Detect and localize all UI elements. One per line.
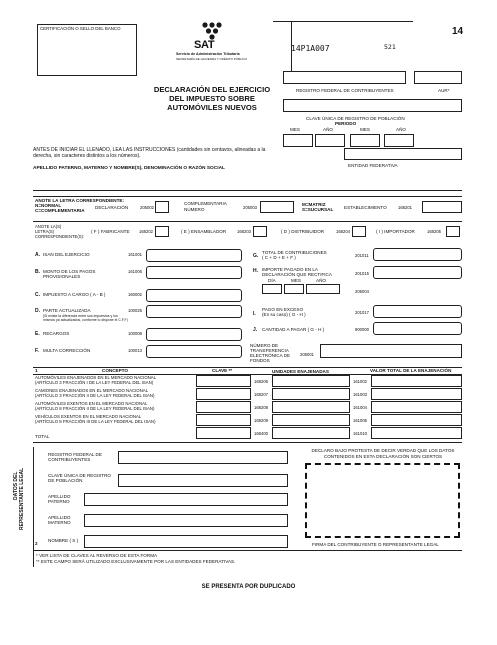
table-units-input[interactable] [272,375,350,387]
table-total-value-input[interactable] [371,427,462,439]
table-value-input[interactable] [371,388,462,400]
table-total-label: TOTAL [35,434,50,439]
left-row-letter: E. [35,331,40,337]
tipo-d: ( D ) DISTRIBUIDOR [281,229,325,234]
left-row-amount-input[interactable] [146,345,242,358]
tipo-i: ( I ) IMPORTADOR [376,229,415,234]
corresp-n: N=NORMAL [35,203,62,208]
tipo-f-input[interactable] [155,226,169,237]
i-label: PAGO EN EXCESO [262,307,304,312]
g-amount-input[interactable] [373,248,462,261]
complementaria-number-input[interactable] [260,201,294,213]
title-line3: AUTOMÓVILES NUEVOS [167,103,257,112]
entidad-label: ENTIDAD FEDERATIVA [348,163,398,168]
tipo-d-code: 168204 [336,229,350,234]
table-code1: 168208 [254,405,268,410]
table-code2: 161004 [353,405,367,410]
sat-logo-line2: SECRETARÍA DE HACIENDA Y CRÉDITO PÚBLICO [176,57,247,61]
h-label: IMPORTE PAGADO EN LA DECLARACIÓN QUE RECTIFICA [262,267,332,277]
tipo-i-code: 168205 [427,229,441,234]
curp-input[interactable] [283,99,462,112]
corresp-title: ANOTE LA LETRA CORRESPONDIENTE: [35,198,124,203]
sat-logo-line1: Servicio de Administración Tributaria [176,52,240,56]
j-code: 900000 [355,327,369,332]
periodo-ano2: AÑO [396,127,406,132]
left-row-amount-input[interactable] [146,249,242,262]
table-concept-l1: AUTOMÓVILES ENAJENADOS EN EL MERCADO NACIONAL [35,375,157,380]
table-code1: 168209 [254,418,268,423]
legal-bottom-rule [33,550,462,551]
legal-nombre-label: NOMBRE ( S ) [48,538,79,543]
periodo-ano1-input[interactable] [315,134,345,147]
table-concept-l2: (ARTÍCULO 8 FRACCIÓN II DE LA LEY FEDERAL DEL ISAN) [35,406,155,411]
left-row-code: 161001 [128,252,142,257]
legal-paterno-label: APELLIDO PATERNO [48,494,71,504]
left-row-label: IMPUESTO A CARGO ( A - B ) [43,292,106,297]
left-row-amount-input[interactable] [146,305,242,318]
transfer-code: 205001 [300,352,314,357]
tipo-f: ( F ) FABRICANTE [91,229,130,234]
left-row-amount-input[interactable] [146,328,242,341]
corresp-code3: 168201 [398,205,412,210]
left-row-code: 160002 [128,292,142,297]
section-rule-2 [33,221,462,222]
header-top-rule [273,21,413,22]
periodo-mes1: MES [290,127,300,132]
left-row-code: 100013 [128,348,142,353]
legal-rfc-label: REGISTRO FEDERAL DE CONTRIBUYENTES [48,452,102,462]
h-ano: AÑO [316,278,326,283]
left-row-label: MULTA CORRECCIÓN [43,348,91,353]
periodo-mes1-input[interactable] [283,134,313,147]
table-col-concepto: CONCEPTO [102,368,128,373]
left-row-letter: C. [35,292,40,298]
legal-side-label2: REPRESENTANTE LEGAL [19,467,25,530]
left-row-letter: B. [35,269,40,275]
legal-materno-label: APELLIDO MATERNO [48,515,71,525]
h-code: 201015 [355,271,369,276]
table-code1: 168206 [254,379,268,384]
left-row-code: 100008 [128,331,142,336]
i-code: 201017 [355,310,369,315]
note-2: ** ESTE CAMPO SERÁ UTILIZADO EXCLUSIVAMENTE POR LAS ENTIDADES FEDERATIVAS. [36,559,236,564]
corresp-estab: ESTABLECIMIENTO [344,205,387,210]
table-units-input[interactable] [272,401,350,413]
periodo-mes2: MES [360,127,370,132]
g-formula: ( C + D + E + F ) [262,255,296,260]
table-value-input[interactable] [371,375,462,387]
tipo-d-input[interactable] [352,226,366,237]
table-code2: 161005 [353,418,367,423]
g-letter: G. [253,253,259,259]
rfc-label: REGISTRO FEDERAL DE CONTRIBUYENTES [296,88,394,93]
tipo-i-input[interactable] [446,226,460,237]
instructions-text: ANTES DE INICIAR EL LLENADO, LEA LAS INSTRUCCIONES (cantidades sin centavos, alineadas a la derecha, sin caracteres distintos a los números). [33,147,266,159]
table-total-clave-input[interactable] [196,427,251,439]
bank-stamp-box [37,24,137,76]
h-dia-input[interactable] [262,284,282,294]
periodo-mes2-input[interactable] [350,134,380,147]
tipo-label3: CORRESPONDIENTE(S): [35,234,85,239]
name-label: APELLIDO PATERNO, MATERNO Y NOMBRE(S), DENOMINACIÓN O RAZÓN SOCIAL [33,166,225,171]
corresp-declaracion: DECLARACIÓN [95,205,129,210]
h-mes-input[interactable] [284,284,304,294]
table-total-units-input[interactable] [272,427,350,439]
table-code2: 161003 [353,392,367,397]
corresp-complementaria: COMPLEMENTARIA [184,201,227,206]
sat-logo-name: SAT [194,39,215,51]
table-clave-input[interactable] [196,401,251,413]
corresp-code1: 205002 [140,205,154,210]
tipo-label2: LETRA(S) [35,229,55,234]
legal-section-num: 2 [35,541,38,546]
table-concept-l1: AUTOMÓVILES EXENTOS EN EL MERCADO NACIONAL [35,401,148,406]
title-line1: DECLARACIÓN DEL EJERCICIO [153,85,271,94]
left-row-sub: (Si existe la diferencia entre sus impuestos y los mismos ya actualizados, conforme lo dispone el C.F.F) [43,314,128,322]
corresp-code2: 205003 [243,205,257,210]
table-units-input[interactable] [272,388,350,400]
left-row-amount-input[interactable] [146,289,242,302]
left-row-label: PARTE ACTUALIZADA [43,308,91,313]
periodo-ano2-input[interactable] [384,134,414,147]
tipo-e-input[interactable] [253,226,267,237]
left-row-letter: D. [35,308,40,314]
h-letter: H. [253,268,258,274]
title-line2: DEL IMPUESTO SOBRE [169,94,255,103]
left-row-label: MONTO DE LOS PAGOS PROVISIONALES [43,269,96,279]
footer-text: SE PRESENTA POR DUPLICADO [201,584,296,590]
establecimiento-input[interactable] [422,201,462,213]
note-1: * VER LISTA DE CLAVES AL REVERSO DE ESTA FORMA [36,553,158,558]
form-code: 14P1A007 [291,44,330,53]
table-clave-input[interactable] [196,375,251,387]
table-col-clave: CLAVE ** [212,368,233,373]
table-total-code1: 168400 [254,431,268,436]
entidad-input[interactable] [344,148,462,160]
h-dia: DÍA [268,278,276,283]
left-row-letter: F. [35,348,39,354]
i-formula: (En su caso) ( G - H ) [262,312,306,317]
rfc-input[interactable] [283,71,406,84]
table-col-unidades: UNIDADES ENAJENADAS [272,369,329,374]
left-row-code: 161006 [128,269,142,274]
corresp-c: C=COMPLEMENTARIA [35,208,85,213]
legal-rfc-input[interactable] [118,451,288,464]
table-code1: 168207 [254,392,268,397]
table-total-code2: 161010 [353,431,367,436]
table-concept-l2: (ARTÍCULO 8 FRACCIÓN III DE LA LEY FEDERAL DEL ISAN) [35,419,156,424]
left-row-amount-input[interactable] [146,266,242,279]
table-units-input[interactable] [272,414,350,426]
corresp-numero: NÚMERO [184,207,205,212]
legal-side-divider [33,447,34,567]
table-concept-l1: VEHÍCULOS EXENTOS EN EL MERCADO NACIONAL [35,414,142,419]
table-value-input[interactable] [371,401,462,413]
section-rule-1 [33,196,462,197]
name-input[interactable] [33,175,462,191]
table-section-num: 1 [35,368,38,373]
tipo-e-code: 168203 [237,229,251,234]
table-concept-l2: (ARTÍCULO 3 FRACCIÓN I DE LA LEY FEDERAL DEL ISAN) [35,380,154,385]
periodo-ano1: AÑO [323,127,333,132]
table-code2: 161002 [353,379,367,384]
legal-nombre-input[interactable] [84,535,288,548]
j-label: CANTIDAD A PAGAR ( G - H ) [262,327,325,332]
legal-curp-label: CLAVE ÚNICA DE REGISTRO DE POBLACIÓN [48,473,111,483]
corresp-m: M=MATRIZ [302,202,326,207]
corresp-s: S=SUCURSAL [302,207,334,212]
curp-label: CLAVE ÚNICA DE REGISTRO DE POBLACIÓN [306,116,405,121]
h-amount-input[interactable] [373,266,462,279]
i-amount-input[interactable] [373,305,462,318]
table-concept-l2: (ARTÍCULO 3 FRACCIÓN II DE LA LEY FEDERAL DEL ISAN) [35,393,155,398]
bank-stamp-label: CERTIFICACIÓN O SELLO DEL BANCO [40,26,121,31]
aur-label: AUR* [438,88,450,93]
left-row-letter: A. [35,252,40,258]
table-value-input[interactable] [371,414,462,426]
g-code: 201011 [355,253,369,258]
tipo-label1: ANOTE LA(S) [35,224,62,229]
declaro-text: DECLARO BAJO PROTESTA DE DECIR VERDAD QUE LOS DATOS CONTENIDOS EN ESTA DECLARACIÓN SON CIERTOS [311,448,455,459]
legal-paterno-input[interactable] [84,493,288,506]
left-row-label: RECARGOS [43,331,70,336]
legal-materno-input[interactable] [84,514,288,527]
form-code-2: 521 [384,43,396,51]
table-clave-input[interactable] [196,388,251,400]
h-ano-input[interactable] [306,284,340,294]
left-row-code: 100025 [128,308,142,313]
i-letter: I. [253,311,256,317]
transfer-label: NÚMERO DE TRANSFERENCIA ELECTRÓNICA DE FONDOS [250,343,291,363]
tipo-f-code: 168202 [139,229,153,234]
firma-label: FIRMA DEL CONTRIBUYENTE O REPRESENTANTE LEGAL [312,542,439,547]
h-mes: MES [291,278,301,283]
aur-input[interactable] [414,71,462,84]
legal-curp-input[interactable] [118,474,288,487]
table-concept-l1: CAMIONES ENAJENADOS EN EL MERCADO NACIONAL [35,388,149,393]
j-amount-input[interactable] [373,322,462,335]
g-label: TOTAL DE CONTRIBUCIONES [262,250,327,255]
table-bottom-rule [33,442,462,443]
left-row-label: ISAN DEL EJERCICIO [43,252,90,257]
j-letter: J. [253,327,258,333]
legal-side-label1: DATOS DEL [13,471,19,500]
signature-box[interactable] [305,463,460,538]
table-clave-input[interactable] [196,414,251,426]
declaracion-type-input[interactable] [155,201,169,213]
tipo-e: ( E ) ENSAMBLADOR [181,229,227,234]
h-code2: 205004 [355,289,369,294]
page-number: 14 [452,26,464,37]
periodo-label: PERIODO [335,121,357,126]
transfer-number-input[interactable] [320,344,462,358]
table-col-valor: VALOR TOTAL DE LA ENAJENACIÓN [370,368,452,373]
